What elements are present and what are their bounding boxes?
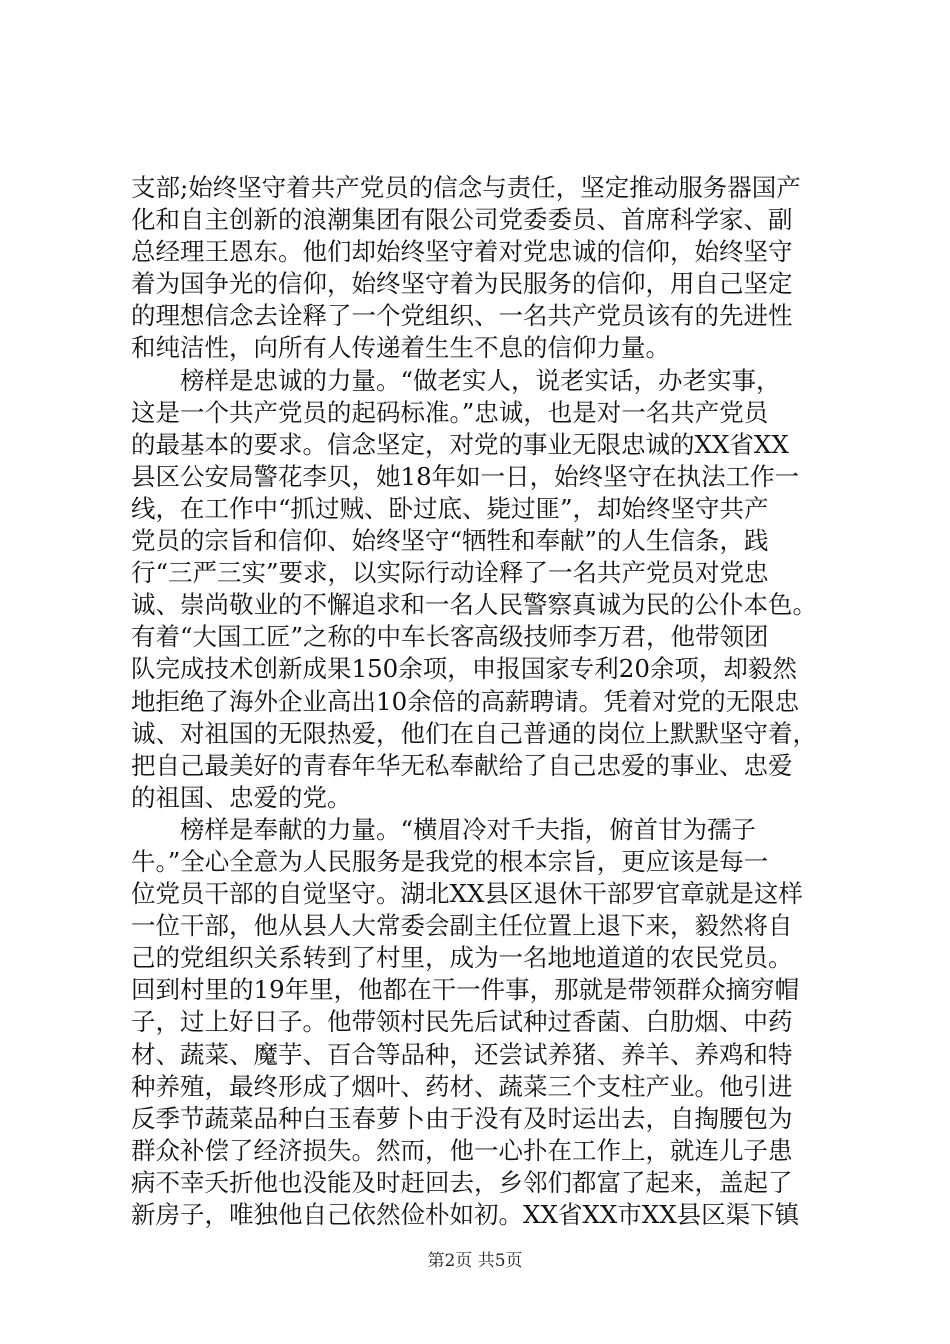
text-line: 诚、对祖国的无限热爱，他们在自己普通的岗位上默默坚守着， [131, 718, 817, 748]
text-line: 县区公安局警花李贝，她18年如一日，始终坚守在执法工作一 [131, 461, 800, 491]
text-line: 一位干部，他从县人大常委会副主任位置上退下来，毅然将自 [131, 911, 793, 941]
text-line: 行“三严三实”要求，以实际行动诠释了一名共产党员对党忠 [131, 558, 769, 588]
text-line: 党员的宗旨和信仰、始终坚守“牺牲和奉献”的人生信条，践 [131, 526, 769, 556]
text-line: 支部;始终坚守着共产党员的信念与责任，坚定推动服务器国产 [131, 173, 801, 202]
text-line: 总经理王恩东。他们却始终坚守着对党忠诚的信仰，始终坚守 [131, 237, 793, 267]
text-line: 牛。”全心全意为人民服务是我党的根本宗旨，更应该是每一 [131, 846, 769, 876]
text-line: 己的党组织关系转到了村里，成为一名地地道道的农民党员。 [131, 943, 793, 973]
paragraph-start-line: 榜样是奉献的力量。“横眉冷对千夫指，俯首甘为孺子 [180, 814, 757, 844]
text-line: 把自己最美好的青春年华无私奉献给了自己忠爱的事业、忠爱 [131, 750, 793, 780]
text-line: 地拒绝了海外企业高出10余倍的高薪聘请。凭着对党的无限忠 [131, 686, 800, 716]
text-line: 这是一个共产党员的起码标准。”忠诚，也是对一名共产党员 [131, 397, 769, 427]
text-line: 线，在工作中“抓过贼、卧过底、毙过匪”，却始终坚守共产 [131, 493, 769, 523]
text-line: 种养殖，最终形成了烟叶、药材、蔬菜三个支柱产业。他引进 [131, 1071, 793, 1101]
text-line: 回到村里的19年里，他都在干一件事，那就是带领群众摘穷帽 [131, 975, 800, 1005]
text-line: 子，过上好日子。他带领村民先后试种过香菌、白肋烟、中药 [131, 1007, 793, 1037]
text-line: 病不幸夭折他也没能及时赶回去，乡邻们都富了起来，盖起了 [131, 1167, 793, 1197]
text-line: 和纯洁性，向所有人传递着生生不息的信仰力量。 [131, 333, 670, 363]
text-line: 有着“大国工匠”之称的中车长客高级技师李万君，他带领团 [131, 622, 769, 652]
text-line: 的理想信念去诠释了一个党组织、一名共产党员该有的先进性 [131, 301, 793, 331]
text-line: 的祖国、忠爱的党。 [131, 782, 352, 812]
body-text [131, 172, 831, 1231]
text-line: 化和自主创新的浪潮集团有限公司党委委员、首席科学家、副 [131, 205, 793, 235]
text-line: 诚、崇尚敬业的不懈追求和一名人民警察真诚为民的公仆本色。 [131, 590, 817, 620]
text-line: 队完成技术创新成果150余项，申报国家专利20余项，却毅然 [131, 654, 797, 684]
text-line: 着为国争光的信仰，始终坚守着为民服务的信仰，用自己坚定 [131, 269, 793, 299]
text-line: 新房子，唯独他自己依然俭朴如初。XX省XX市XX县区渠下镇 [131, 1200, 800, 1229]
page-number-footer: 第2页 共5页 [427, 1251, 523, 1271]
text-line: 材、蔬菜、魔芋、百合等品种，还尝试养猪、养羊、养鸡和特 [131, 1039, 793, 1069]
text-line: 的最基本的要求。信念坚定，对党的事业无限忠诚的XX省XX [131, 429, 789, 459]
text-line: 位党员干部的自觉坚守。湖北XX县区退休干部罗官章就是这样 [131, 879, 803, 909]
text-line: 反季节蔬菜品种白玉春萝卜由于没有及时运出去，自掏腰包为 [131, 1103, 793, 1133]
paragraph-start-line: 榜样是忠诚的力量。“做老实人，说老实话，办老实事， [180, 365, 781, 395]
text-line: 群众补偿了经济损失。然而，他一心扑在工作上，就连儿子患 [131, 1135, 793, 1165]
